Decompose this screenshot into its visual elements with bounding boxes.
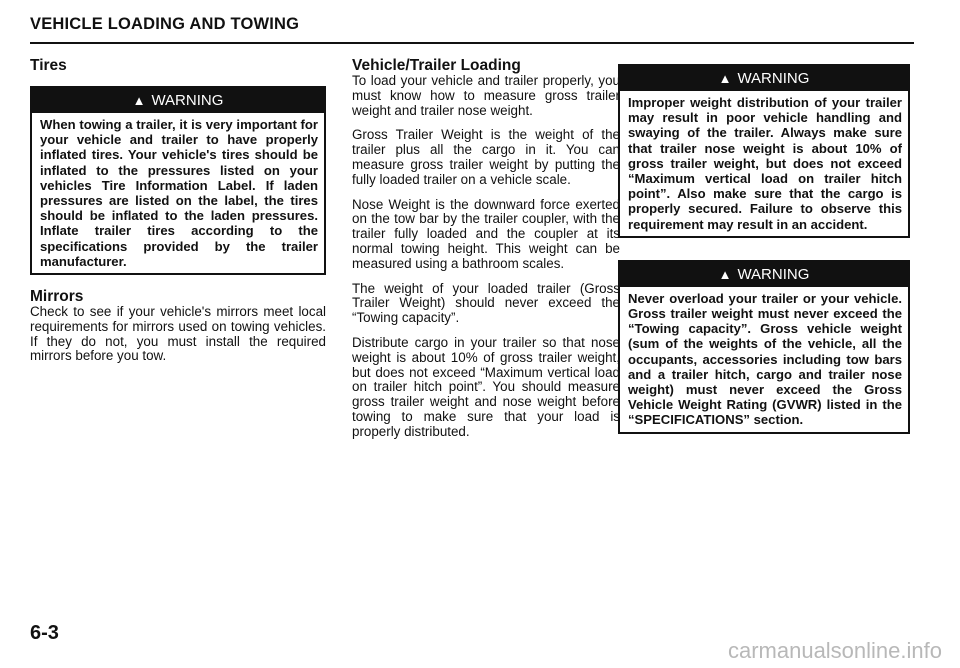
warning-header — [620, 262, 908, 287]
warning-header — [620, 66, 908, 91]
page-header-title: VEHICLE LOADING AND TOWING — [30, 15, 300, 33]
tires-warning-box — [30, 86, 326, 275]
warning-triangle-icon: ▲ — [718, 266, 732, 282]
nose-weight-paragraph: Nose Weight is the downward force exerted on the tow bar by the trailer coupler, with the trailer fully loaded and the coupler at its normal towing height. This weight can be measured using a bathroom scales. — [352, 196, 620, 271]
weight-distribution-warning-text: Improper weight distribution of your trailer may result in poor vehicle handling and swaying of the trailer. Always make sure that trailer nose weight is about 10% of gross trailer weight, but does not exceed “Maximum vertical load on trailer hitch point”. Also make sure that the cargo is properly secured. Failure to observe this requirement may result in an accident. — [628, 95, 902, 232]
header-divider — [30, 42, 914, 44]
overload-warning-text: Never overload your trailer or your vehicle. Gross trailer weight must never exceed the “Towing capacity”. Gross vehicle weight (sum of the weights of the vehicle, all the occupants, accessories including tow bars and a trailer hitch, cargo and trailer nose weight) must never exceed the Gross Vehicle Weight Rating (GVWR) listed in the “SPECIFICATIONS” section. — [628, 290, 902, 428]
warning-label: WARNING — [151, 92, 224, 109]
watermark: carmanualsonline.info — [727, 638, 942, 663]
warning-label: WARNING — [737, 70, 810, 87]
column-middle — [352, 58, 620, 440]
towing-capacity-paragraph: The weight of your loaded trailer (Gross Trailer Weight) should never exceed the “Towing capacity”. — [352, 280, 620, 326]
vehicle-trailer-loading-heading: Vehicle/Trailer Loading — [352, 57, 521, 74]
column-left — [30, 58, 326, 364]
warning-header — [32, 88, 324, 113]
gross-trailer-weight-paragraph: Gross Trailer Weight is the weight of the trailer plus all the cargo in it. You can measure gross trailer weight by putting the fully loaded trailer on a vehicle scale. — [352, 127, 620, 187]
overload-warning-box — [618, 260, 910, 434]
distribute-cargo-paragraph: Distribute cargo in your trailer so that nose weight is about 10% of gross trailer weight, but does not exceed “Maximum vertical load on trailer hitch point”. You should measure gross trailer weight and nose weight before towing to make sure that your load is properly distributed. — [352, 334, 620, 439]
page-number: 6-3 — [30, 622, 59, 644]
weight-distribution-warning-box — [618, 64, 910, 238]
column-right — [618, 64, 910, 434]
warning-triangle-icon: ▲ — [132, 93, 146, 108]
mirrors-paragraph: Check to see if your vehicle's mirrors meet local requirements for mirrors used on towing vehicles. If they do not, you must install the required mirrors before you tow. — [30, 304, 326, 364]
loading-paragraph: To load your vehicle and trailer properly, you must know how to measure gross trailer weight and trailer nose weight. — [352, 73, 620, 118]
tires-heading: Tires — [30, 57, 67, 74]
tires-warning-text: When towing a trailer, it is very important for your vehicle and trailer to have properly inflated tires. Your vehicle's tires should be inflated to the pressures listed on your vehicles Tire Information Label. If laden pressures are listed on the label, the tires should be inflated to the laden pressures. Inflate trailer tires according to the specifications provided by the trailer manufacturer. — [40, 117, 318, 269]
warning-label: WARNING — [737, 265, 810, 283]
mirrors-heading: Mirrors — [30, 288, 84, 306]
warning-triangle-icon: ▲ — [718, 71, 732, 86]
